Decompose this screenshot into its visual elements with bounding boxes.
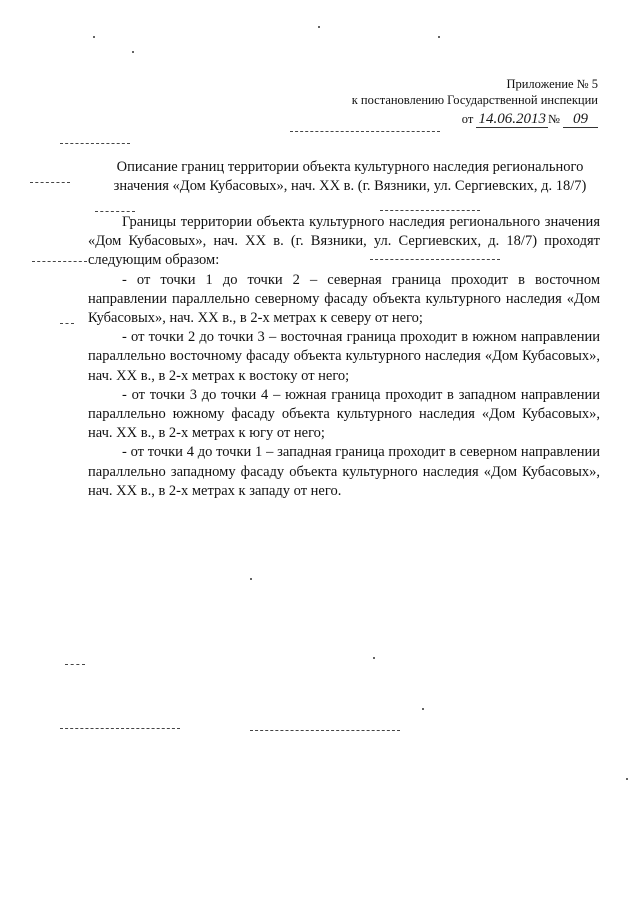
handwritten-date: 14.06.2013 [478, 111, 546, 127]
boundary-item: - от точки 1 до точки 2 – северная граница проходит в восточном направлении параллельно северному фасаду объекта культурного наследия «Дом Кубасовых», нач. XX в., в 2-х метрах к северу от него; [88, 271, 600, 327]
resolution-reference: к постановлению Государственной инспекции [351, 93, 598, 107]
title-line-2: значения «Дом Кубасовых», нач. XX в. (г. Вязники, ул. Сергиевских, д. 18/7) [113, 178, 587, 194]
document-title [100, 158, 600, 196]
scan-noise [250, 730, 400, 731]
scan-noise [60, 323, 74, 324]
boundary-item: - от точки 2 до точки 3 – восточная граница проходит в южном направлении параллельно восточному фасаду объекта культурного наследия «Дом Кубасовых», нач. XX в., в 2-х метрах к востоку от него; [88, 329, 600, 384]
scan-noise [32, 261, 87, 262]
scan-noise [626, 778, 628, 780]
scan-noise [438, 36, 440, 38]
scan-noise [290, 131, 440, 132]
scan-noise [60, 728, 180, 729]
scan-noise [132, 51, 134, 53]
appendix-number: Приложение № 5 [506, 77, 598, 91]
date-prefix: от [461, 112, 474, 126]
scan-noise [93, 36, 95, 38]
scan-noise [373, 657, 375, 659]
scan-noise [318, 26, 320, 28]
handwritten-number: 09 [563, 111, 598, 128]
boundary-item: - от точки 3 до точки 4 – южная граница проходит в западном направлении параллельно южному фасаду объекта культурного наследия «Дом Кубасовых», нач. XX в., в 2-х метрах к югу от него; [88, 386, 600, 442]
document-body [88, 213, 600, 501]
scan-noise [250, 578, 252, 580]
scan-noise [30, 182, 70, 183]
title-line-1: Описание границ территории объекта культурного наследия регионального [116, 159, 584, 175]
number-prefix: № [547, 112, 560, 126]
intro-paragraph: Границы территории объекта культурного наследия регионального значения «Дом Кубасовых», нач. XX в. (г. Вязники, ул. Сергиевских, д. 18/7) проходят следующим образом: [88, 214, 600, 269]
scan-noise [65, 664, 85, 665]
scan-noise [422, 708, 424, 710]
scan-noise [95, 211, 135, 212]
boundary-item: - от точки 4 до точки 1 – западная граница проходит в северном направлении параллельно западному фасаду объекта культурного наследия «Дом Кубасовых», нач. XX в., в 2-х метрах к западу от него. [88, 444, 600, 499]
resolution-date-line [462, 110, 598, 128]
scan-noise [380, 210, 480, 211]
scan-noise [60, 143, 130, 144]
